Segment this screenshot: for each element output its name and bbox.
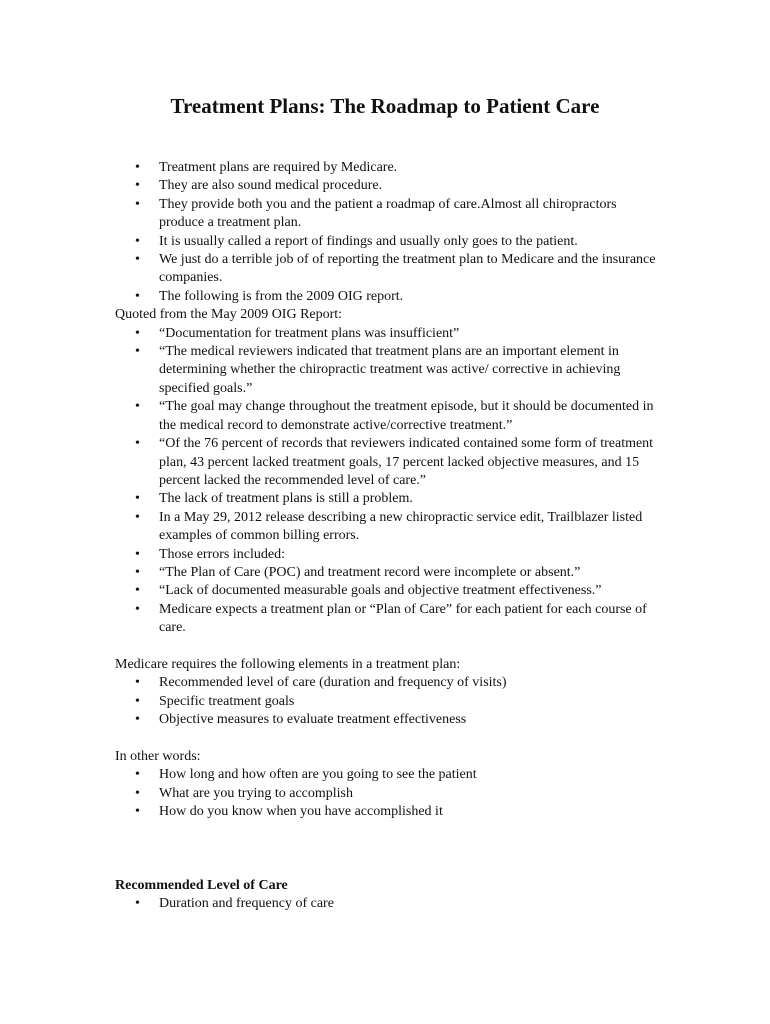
list-item: • How do you know when you have accomplished it [115,803,660,821]
list-item: • What are you trying to accomplish [115,785,660,803]
list-item: • The following is from the 2009 OIG report. [115,288,660,306]
required-elements-list [115,674,660,729]
list-item: • Duration and frequency of care [115,895,660,913]
list-item: • Recommended level of care (duration and frequency of visits) [115,674,660,692]
list-item: • They are also sound medical procedure. [115,177,660,195]
list-item: • We just do a terrible job of of reporting the treatment plan to Medicare and the insurance companies. [115,251,660,288]
spacer [115,638,660,656]
list-item: • Those errors included: [115,546,660,564]
section-heading: Recommended Level of Care [115,877,288,893]
list-item: • “The goal may change throughout the treatment episode, but it should be documented in the medical record to demonstrate active/corrective treatment.” [115,398,660,435]
list-item: • The lack of treatment plans is still a problem. [115,490,660,508]
spacer [115,822,660,877]
other-words-list [115,766,660,821]
spacer [115,730,660,748]
list-item: • They provide both you and the patient a roadmap of care.Almost all chiropractors produce a treatment plan. [115,196,660,233]
quoted-intro: Quoted from the May 2009 OIG Report: [115,307,343,323]
list-item: • How long and how often are you going to see the patient [115,766,660,784]
other-words-intro: In other words: [115,748,201,764]
list-item: • In a May 29, 2012 release describing a new chiropractic service edit, Trailblazer listed examples of common billing errors. [115,509,660,546]
list-item: • Objective measures to evaluate treatment effectiveness [115,711,660,729]
list-item: • “Documentation for treatment plans was insufficient” [115,325,660,343]
list-item: • Specific treatment goals [115,693,660,711]
intro-bullet-list [115,159,660,306]
list-item: • Medicare expects a treatment plan or “Plan of Care” for each patient for each course of care. [115,601,660,638]
list-item: • “The medical reviewers indicated that treatment plans are an important element in determining whether the chiropractic treatment was active/ corrective in achieving specified goals.” [115,343,660,398]
list-item: • Treatment plans are required by Medicare. [115,159,660,177]
level-of-care-list [115,895,660,913]
list-item: • “Lack of documented measurable goals and objective treatment effectiveness.” [115,582,660,600]
requires-intro: Medicare requires the following elements in a treatment plan: [115,656,461,672]
list-item: • It is usually called a report of findings and usually only goes to the patient. [115,233,660,251]
list-item: • “The Plan of Care (POC) and treatment record were incomplete or absent.” [115,564,660,582]
document-body [115,159,660,913]
document-title: Treatment Plans: The Roadmap to Patient Care [170,94,600,118]
oig-quotes-list [115,325,660,638]
list-item: • “Of the 76 percent of records that reviewers indicated contained some form of treatment plan, 43 percent lacked treatment goals, 17 percent lacked objective measures, and 15 percent lacked the recommended level of care.” [115,435,660,490]
